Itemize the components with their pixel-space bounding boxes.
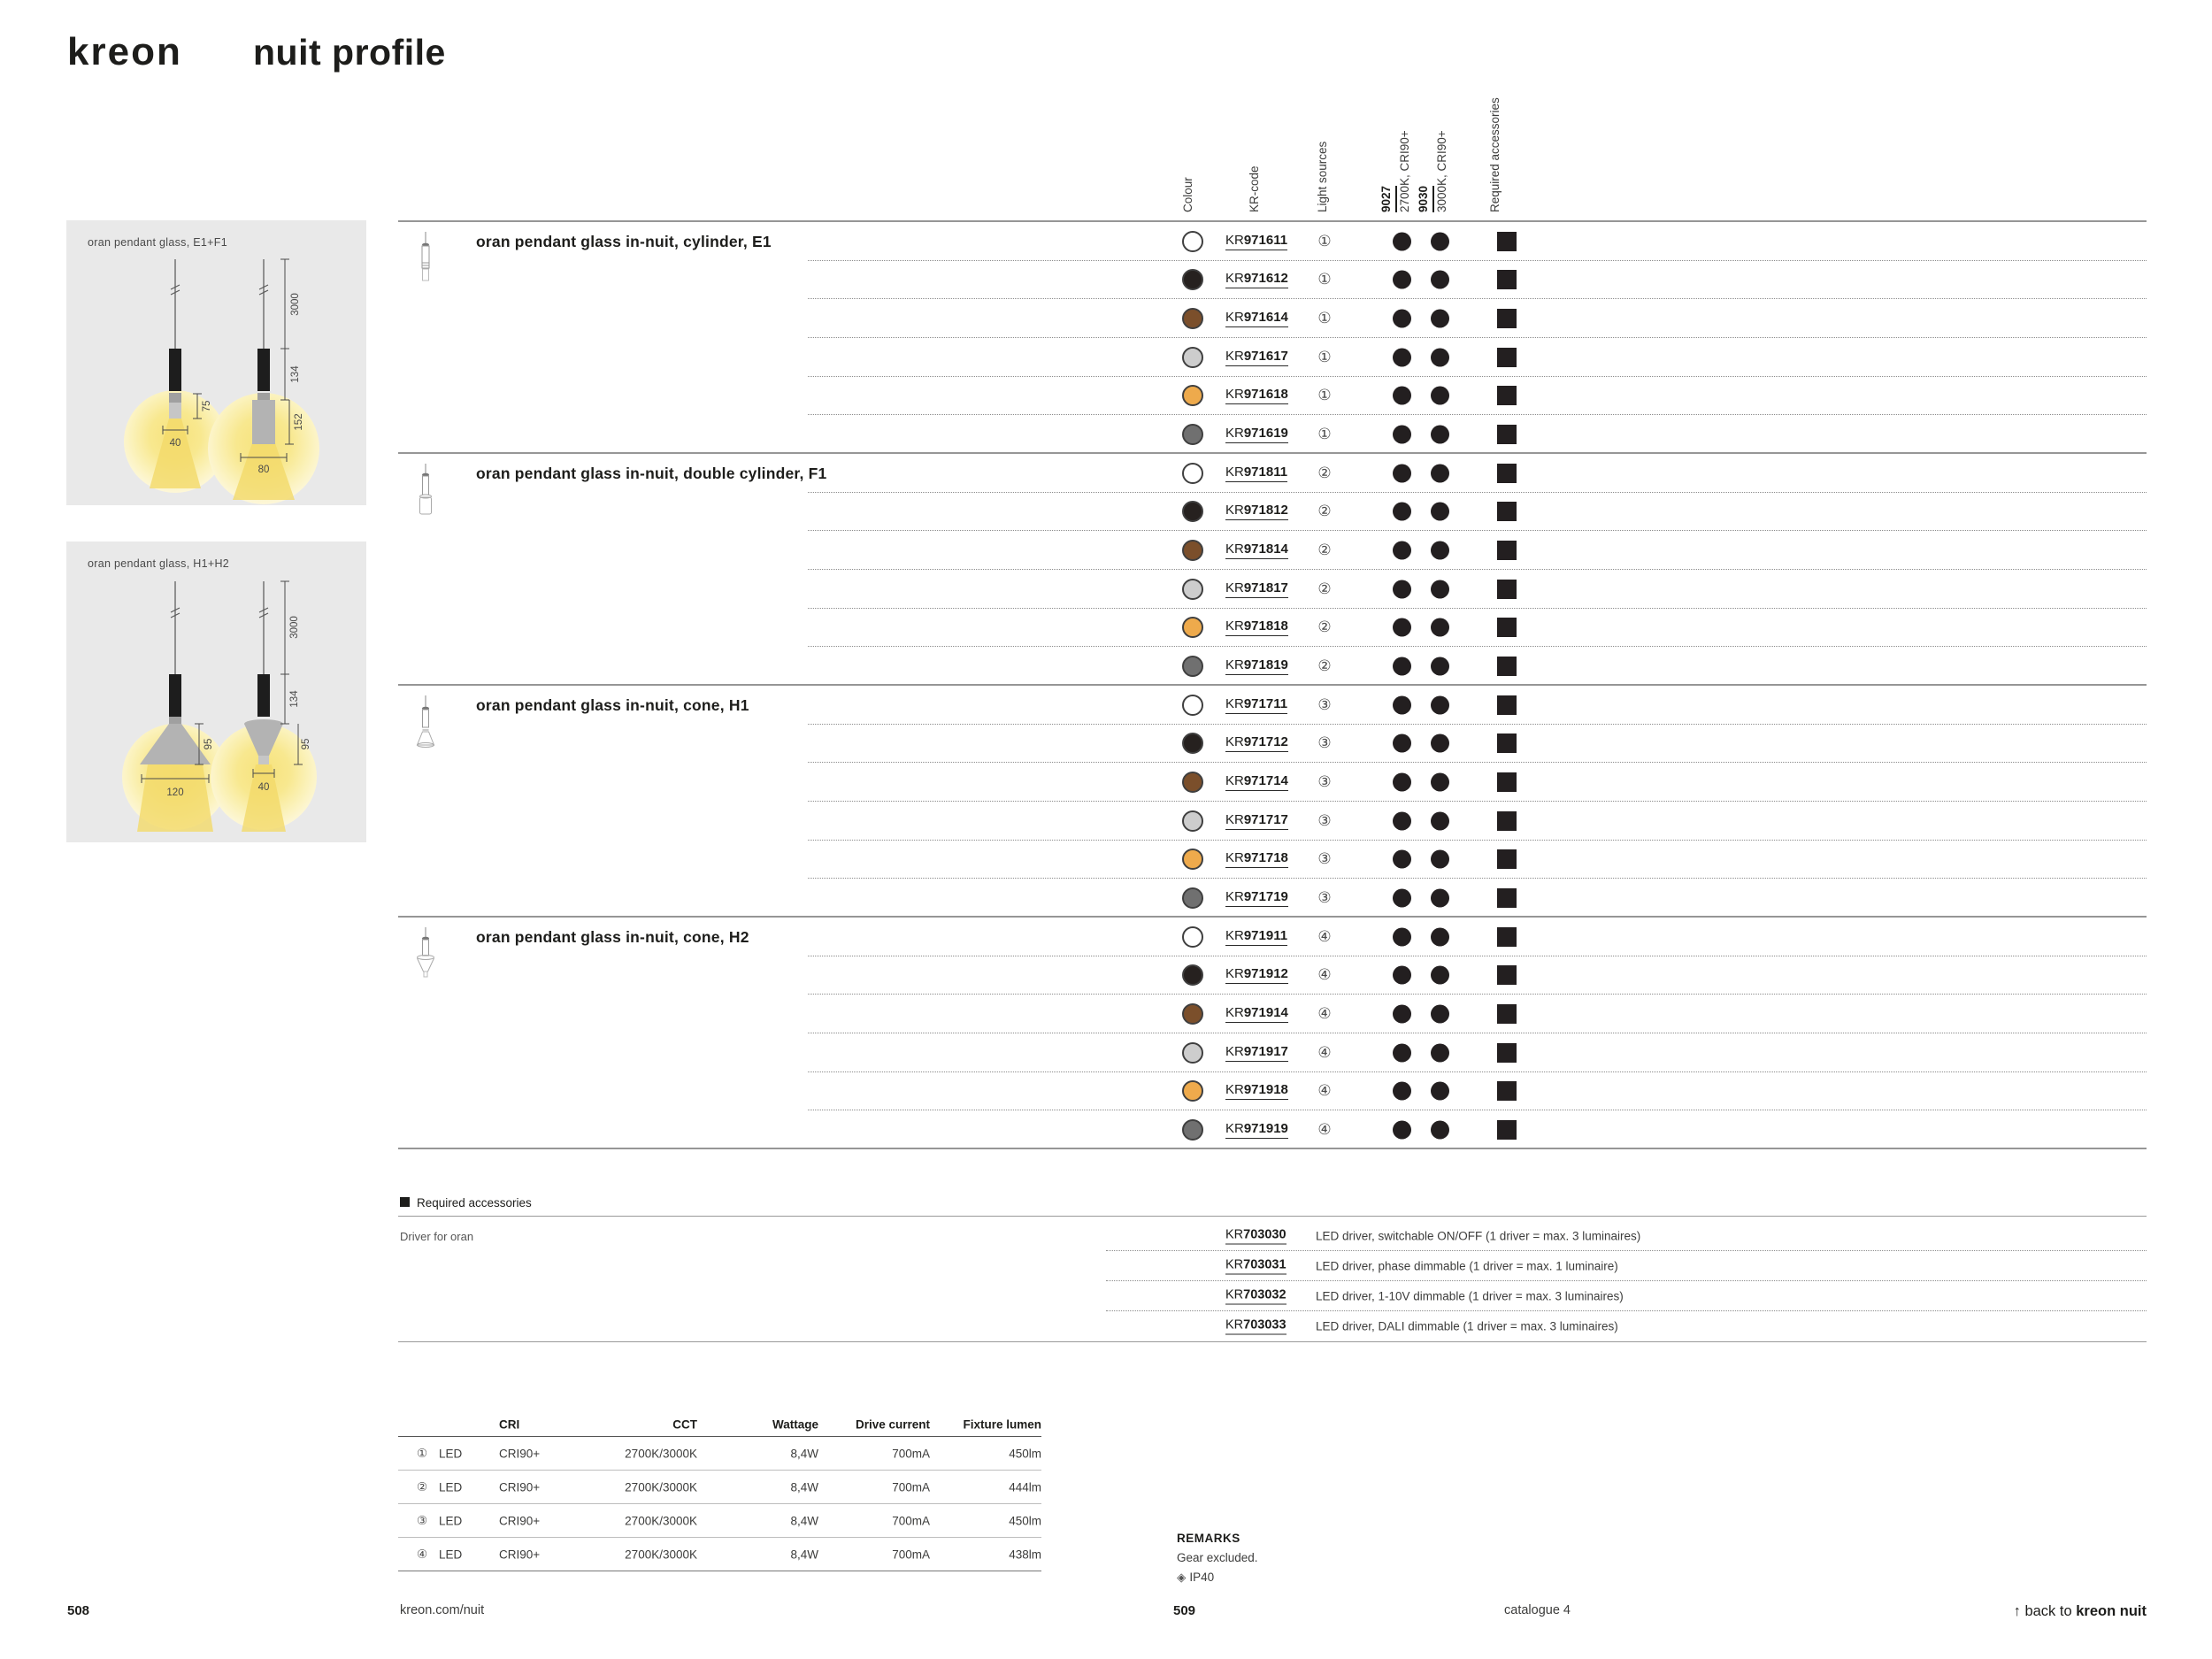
colour-swatch-brown [1182, 1003, 1203, 1025]
required-accessories-marker-icon [400, 1197, 410, 1207]
colour-swatch-grey [1182, 424, 1203, 445]
light-source-number: ② [1317, 657, 1332, 676]
accessory-row [398, 1281, 2147, 1311]
column-header-light-sources: Light sources [1316, 141, 1329, 212]
lamp-9027-dot [1393, 1082, 1411, 1101]
lamp-9030-dot [1431, 310, 1449, 328]
colour-swatch-brown [1182, 540, 1203, 561]
dim-left-width: 40 [169, 438, 181, 449]
product-group-title: oran pendant glass in-nuit, cone, H1 [476, 696, 749, 714]
table-row [398, 531, 2147, 570]
kr-code-link[interactable]: KR971718 [1225, 850, 1288, 868]
kr-code-link[interactable]: KR703033 [1225, 1318, 1286, 1335]
colour-swatch-black [1182, 733, 1203, 754]
spec-wattage: 8,4W [790, 1548, 818, 1561]
dim-right-height: 152 [294, 413, 304, 431]
colour-swatch-white [1182, 463, 1203, 484]
required-accessory-marker [1497, 618, 1517, 637]
required-accessories-header [400, 1196, 532, 1210]
required-accessory-marker [1497, 772, 1517, 792]
light-source-number: ④ [1317, 1043, 1332, 1062]
kr-code-link[interactable]: KR971719 [1225, 889, 1288, 907]
kr-code-link[interactable]: KR971612 [1225, 271, 1288, 288]
spec-row [398, 1437, 1041, 1471]
product-group-title: oran pendant glass in-nuit, double cylinder, F1 [476, 465, 827, 482]
light-source-number: ① [1317, 348, 1332, 366]
spec-cct: 2700K/3000K [625, 1548, 697, 1561]
accessory-description: LED driver, 1-10V dimmable (1 driver = max. 3 luminaires) [1316, 1289, 1624, 1303]
colour-swatch-grey [1182, 656, 1203, 677]
lamp-9030-dot [1431, 464, 1449, 482]
spec-fixture-lumen: 444lm [1009, 1480, 1041, 1494]
light-source-number: ① [1317, 310, 1332, 328]
accessory-row [398, 1221, 2147, 1251]
drawing-caption: oran pendant glass, E1+F1 [88, 236, 227, 249]
spec-cri: CRI90+ [499, 1548, 541, 1561]
table-row [398, 1072, 2147, 1111]
light-source-number: ③ [1317, 695, 1332, 714]
kr-code-link[interactable]: KR703031 [1225, 1258, 1286, 1275]
colour-swatch-light-grey [1182, 347, 1203, 368]
colour-swatch-white [1182, 231, 1203, 252]
driver-for-oran-label: Driver for oran [400, 1230, 474, 1243]
light-source-number: ① [1317, 387, 1332, 405]
finish-label-9027: 2700K, CRI90+ [1398, 130, 1411, 212]
page-footer [0, 1603, 2212, 1630]
lamp-9027-dot [1393, 927, 1411, 946]
kr-code-link[interactable]: KR971812 [1225, 503, 1288, 520]
light-source-number: ④ [1317, 1082, 1332, 1101]
table-row [398, 647, 2147, 686]
dim-drop-length: 3000 [290, 293, 301, 316]
light-source-number: ① [1317, 232, 1332, 250]
lamp-9027-dot [1393, 232, 1411, 250]
lamp-9027-dot [1393, 734, 1411, 753]
table-row [398, 763, 2147, 802]
table-row [398, 841, 2147, 879]
required-accessory-marker [1497, 232, 1517, 251]
colour-swatch-black [1182, 269, 1203, 290]
dim-right-width: 80 [257, 465, 270, 475]
lamp-9027-dot [1393, 580, 1411, 598]
remarks-title: REMARKS [1177, 1532, 1240, 1545]
kr-code-link[interactable]: KR703032 [1225, 1288, 1286, 1305]
colour-swatch-black [1182, 964, 1203, 986]
colour-swatch-white [1182, 695, 1203, 716]
kr-code-link[interactable]: KR971919 [1225, 1121, 1288, 1139]
lamp-9030-dot [1431, 1082, 1449, 1101]
spec-type: LED [439, 1480, 463, 1494]
table-row [398, 879, 2147, 918]
lamp-9027-dot [1393, 541, 1411, 560]
table-row [398, 570, 2147, 609]
lamp-9030-dot [1431, 811, 1449, 830]
lamp-9030-dot [1431, 773, 1449, 792]
lamp-9030-dot [1431, 232, 1449, 250]
required-accessory-marker [1497, 464, 1517, 483]
kr-code-link[interactable]: KR971712 [1225, 734, 1288, 752]
accessory-description: LED driver, switchable ON/OFF (1 driver = max. 3 luminaires) [1316, 1229, 1641, 1243]
dim-left-height: 95 [204, 738, 214, 750]
lamp-9030-dot [1431, 657, 1449, 676]
light-source-number: ④ [1317, 966, 1332, 985]
lamp-9027-dot [1393, 310, 1411, 328]
spec-header-fixture-lumen: Fixture lumen [963, 1417, 1041, 1431]
lamp-9027-dot [1393, 889, 1411, 908]
spec-fixture-lumen: 450lm [1009, 1447, 1041, 1460]
column-header-colour: Colour [1181, 177, 1194, 212]
remarks-line: Gear excluded. [1177, 1551, 1258, 1564]
up-arrow-icon: ↑ [2013, 1603, 2021, 1619]
spec-cct: 2700K/3000K [625, 1447, 697, 1460]
dim-left-height: 75 [202, 400, 212, 412]
spec-header-wattage: Wattage [772, 1417, 818, 1431]
dim-body-height: 134 [290, 365, 301, 383]
lamp-9027-dot [1393, 1121, 1411, 1140]
spec-row [398, 1504, 1041, 1538]
back-to-kreon-nuit-link[interactable] [2014, 1603, 2147, 1620]
spec-type: LED [439, 1514, 463, 1527]
lamp-9027-dot [1393, 850, 1411, 869]
spec-header-row [398, 1412, 1041, 1437]
spec-row [398, 1538, 1041, 1571]
table-row [398, 956, 2147, 995]
required-accessory-marker [1497, 1120, 1517, 1140]
footer-url-link[interactable]: kreon.com/nuit [400, 1603, 485, 1617]
spec-light-source-number: ① [416, 1446, 428, 1461]
light-source-number: ② [1317, 541, 1332, 560]
light-source-number: ④ [1317, 1005, 1332, 1024]
table-row [398, 609, 2147, 648]
kr-code-link[interactable]: KR971618 [1225, 387, 1288, 404]
kr-code-link[interactable]: KR971811 [1225, 465, 1287, 482]
kr-code-link[interactable]: KR971912 [1225, 966, 1288, 984]
table-row [398, 377, 2147, 416]
table-row [398, 1033, 2147, 1072]
colour-swatch-light-grey [1182, 810, 1203, 832]
light-source-number: ③ [1317, 734, 1332, 753]
light-source-number: ① [1317, 271, 1332, 289]
spec-wattage: 8,4W [790, 1480, 818, 1494]
required-accessory-marker [1497, 733, 1517, 753]
lamp-9027-dot [1393, 966, 1411, 985]
kr-code-link[interactable]: KR971817 [1225, 580, 1288, 598]
table-row [398, 415, 2147, 454]
page-number-right: 509 [1173, 1603, 1196, 1618]
lamp-9030-dot [1431, 618, 1449, 637]
required-accessory-marker [1497, 386, 1517, 405]
product-group [398, 452, 2147, 685]
page-title: nuit profile [253, 32, 446, 73]
pendant-dimension-sketch [66, 541, 366, 842]
lamp-9030-dot [1431, 1005, 1449, 1024]
product-group [398, 684, 2147, 917]
lamp-9027-dot [1393, 1043, 1411, 1062]
table-row [398, 918, 2147, 956]
spec-fixture-lumen: 450lm [1009, 1514, 1041, 1527]
light-source-number: ④ [1317, 927, 1332, 946]
required-accessory-marker [1497, 1043, 1517, 1063]
required-accessory-marker [1497, 348, 1517, 367]
lamp-9027-dot [1393, 657, 1411, 676]
required-accessory-marker [1497, 1081, 1517, 1101]
colour-swatch-light-grey [1182, 579, 1203, 600]
kr-code-link[interactable]: KR703030 [1225, 1228, 1286, 1245]
required-accessory-marker [1497, 580, 1517, 599]
light-source-number: ② [1317, 503, 1332, 521]
lamp-9027-dot [1393, 464, 1411, 482]
required-accessory-marker [1497, 425, 1517, 444]
table-row [398, 454, 2147, 493]
colour-swatch-light-grey [1182, 1042, 1203, 1064]
table-end-rule [398, 1148, 2147, 1149]
spec-drive-current: 700mA [892, 1514, 930, 1527]
required-accessory-marker [1497, 927, 1517, 947]
kreon-logo: kreon [67, 30, 182, 73]
lamp-9030-dot [1431, 1121, 1449, 1140]
colour-swatch-grey [1182, 887, 1203, 909]
remarks-ip-line [1177, 1568, 1258, 1587]
kr-code-link[interactable]: KR971711 [1225, 696, 1287, 714]
required-accessories-title: Required accessories [417, 1196, 532, 1210]
spec-type: LED [439, 1447, 463, 1460]
light-source-number: ③ [1317, 773, 1332, 792]
spec-drive-current: 700mA [892, 1447, 930, 1460]
accessory-description: LED driver, DALI dimmable (1 driver = max. 3 luminaires) [1316, 1319, 1618, 1333]
column-header-kr-code: KR-code [1248, 165, 1261, 212]
spec-light-source-number: ④ [416, 1547, 428, 1562]
spec-cri: CRI90+ [499, 1447, 541, 1460]
required-accessory-marker [1497, 888, 1517, 908]
lamp-9030-dot [1431, 734, 1449, 753]
colour-swatch-black [1182, 501, 1203, 522]
colour-swatch-amber [1182, 1080, 1203, 1102]
light-source-number: ③ [1317, 811, 1332, 830]
ip-rating-icon: ◈ [1177, 1571, 1187, 1585]
kr-code-link[interactable]: KR971717 [1225, 812, 1288, 830]
accessories-top-rule [398, 1216, 2147, 1217]
kr-code-link[interactable]: KR971619 [1225, 426, 1288, 443]
spec-header-drive-current: Drive current [855, 1417, 930, 1431]
product-group [398, 220, 2147, 453]
dim-drop-length: 3000 [289, 616, 300, 639]
lamp-9030-dot [1431, 271, 1449, 289]
lamp-9030-dot [1431, 541, 1449, 560]
lamp-9027-dot [1393, 618, 1411, 637]
pendant-dimension-sketch [66, 220, 366, 505]
colour-swatch-white [1182, 926, 1203, 948]
spec-cct: 2700K/3000K [625, 1514, 697, 1527]
accessory-row [398, 1311, 2147, 1341]
column-header-required-accessories: Required accessories [1488, 97, 1502, 212]
lamp-9027-dot [1393, 426, 1411, 444]
spec-cri: CRI90+ [499, 1480, 541, 1494]
required-accessory-marker [1497, 657, 1517, 676]
kr-code-link[interactable]: KR971714 [1225, 773, 1288, 791]
light-source-number: ① [1317, 426, 1332, 444]
kr-code-link[interactable]: KR971614 [1225, 310, 1288, 327]
column-header-9027 [1379, 130, 1413, 212]
lamp-9030-dot [1431, 580, 1449, 598]
lamp-9027-dot [1393, 387, 1411, 405]
dim-right-width: 40 [257, 782, 270, 793]
remarks-block [1177, 1529, 1258, 1587]
dim-right-height: 95 [301, 738, 311, 750]
column-header-9030 [1416, 130, 1450, 212]
catalogue-label: catalogue 4 [1504, 1603, 1571, 1617]
required-accessory-marker [1497, 965, 1517, 985]
required-accessory-marker [1497, 309, 1517, 328]
lamp-9027-dot [1393, 271, 1411, 289]
product-group [398, 916, 2147, 1148]
product-group-title: oran pendant glass in-nuit, cylinder, E1 [476, 233, 772, 250]
lamp-9030-dot [1431, 927, 1449, 946]
lamp-9030-dot [1431, 348, 1449, 366]
page-number-left: 508 [67, 1603, 90, 1618]
kr-code-link[interactable]: KR971914 [1225, 1005, 1288, 1023]
required-accessory-marker [1497, 695, 1517, 715]
kr-code-link[interactable]: KR971819 [1225, 657, 1288, 675]
back-to-brand: kreon nuit [2076, 1603, 2147, 1619]
spec-wattage: 8,4W [790, 1447, 818, 1460]
required-accessory-marker [1497, 1004, 1517, 1024]
spec-type: LED [439, 1548, 463, 1561]
ip-rating-value: IP40 [1189, 1571, 1215, 1584]
colour-swatch-amber [1182, 385, 1203, 406]
spec-header-cri: CRI [499, 1417, 520, 1431]
light-source-number: ③ [1317, 889, 1332, 908]
finish-code-9030: 9030 [1416, 186, 1434, 212]
light-source-number: ④ [1317, 1121, 1332, 1140]
light-source-spec-table [398, 1412, 1041, 1571]
kr-code-link[interactable]: KR971611 [1225, 233, 1287, 250]
table-row [398, 222, 2147, 261]
colour-swatch-brown [1182, 772, 1203, 793]
accessory-description: LED driver, phase dimmable (1 driver = max. 1 luminaire) [1316, 1259, 1618, 1273]
lamp-9030-dot [1431, 850, 1449, 869]
table-row [398, 686, 2147, 725]
lamp-9027-dot [1393, 695, 1411, 714]
dimension-drawing-e1-f1 [66, 220, 366, 505]
light-source-number: ② [1317, 464, 1332, 482]
required-accessory-marker [1497, 849, 1517, 869]
dim-left-width: 120 [166, 787, 184, 798]
accessory-row [398, 1251, 2147, 1281]
table-row [398, 338, 2147, 377]
required-accessory-marker [1497, 541, 1517, 560]
kr-code-link[interactable]: KR971917 [1225, 1044, 1288, 1062]
lamp-9027-dot [1393, 773, 1411, 792]
lamp-9027-dot [1393, 811, 1411, 830]
dimension-drawing-h1-h2 [66, 541, 366, 842]
finish-code-9027: 9027 [1379, 186, 1397, 212]
colour-swatch-amber [1182, 849, 1203, 870]
spec-drive-current: 700mA [892, 1480, 930, 1494]
lamp-9030-dot [1431, 1043, 1449, 1062]
lamp-9030-dot [1431, 695, 1449, 714]
table-row [398, 995, 2147, 1033]
drawing-caption: oran pendant glass, H1+H2 [88, 557, 230, 570]
kr-code-link[interactable]: KR971814 [1225, 541, 1288, 559]
kr-code-link[interactable]: KR971818 [1225, 618, 1288, 636]
lamp-9030-dot [1431, 503, 1449, 521]
dim-body-height: 134 [289, 690, 300, 708]
spec-row [398, 1471, 1041, 1504]
spec-cct: 2700K/3000K [625, 1480, 697, 1494]
light-source-number: ② [1317, 618, 1332, 637]
colour-swatch-amber [1182, 617, 1203, 638]
lamp-9030-dot [1431, 889, 1449, 908]
light-source-number: ③ [1317, 850, 1332, 869]
kr-code-link[interactable]: KR971918 [1225, 1082, 1288, 1100]
colour-swatch-brown [1182, 308, 1203, 329]
spec-drive-current: 700mA [892, 1548, 930, 1561]
accessories-bottom-rule [398, 1341, 2147, 1342]
kr-code-link[interactable]: KR971617 [1225, 349, 1288, 366]
lamp-9030-dot [1431, 387, 1449, 405]
kr-code-link[interactable]: KR971911 [1225, 928, 1287, 946]
table-row [398, 493, 2147, 532]
spec-wattage: 8,4W [790, 1514, 818, 1527]
spec-light-source-number: ② [416, 1479, 428, 1494]
spec-header-cct: CCT [672, 1417, 697, 1431]
product-group-title: oran pendant glass in-nuit, cone, H2 [476, 928, 749, 946]
required-accessory-marker [1497, 811, 1517, 831]
spec-fixture-lumen: 438lm [1009, 1548, 1041, 1561]
finish-label-9030: 3000K, CRI90+ [1435, 130, 1448, 212]
lamp-9030-dot [1431, 426, 1449, 444]
lamp-9030-dot [1431, 966, 1449, 985]
spec-light-source-number: ③ [416, 1513, 428, 1528]
required-accessory-marker [1497, 502, 1517, 521]
lamp-9027-dot [1393, 503, 1411, 521]
table-row [398, 725, 2147, 764]
spec-cri: CRI90+ [499, 1514, 541, 1527]
table-row [398, 802, 2147, 841]
colour-swatch-grey [1182, 1119, 1203, 1141]
lamp-9027-dot [1393, 348, 1411, 366]
required-accessory-marker [1497, 270, 1517, 289]
light-source-number: ② [1317, 580, 1332, 598]
table-row [398, 299, 2147, 338]
back-to-text: back to [2024, 1603, 2077, 1619]
table-row [398, 261, 2147, 300]
lamp-9027-dot [1393, 1005, 1411, 1024]
table-row [398, 1110, 2147, 1149]
